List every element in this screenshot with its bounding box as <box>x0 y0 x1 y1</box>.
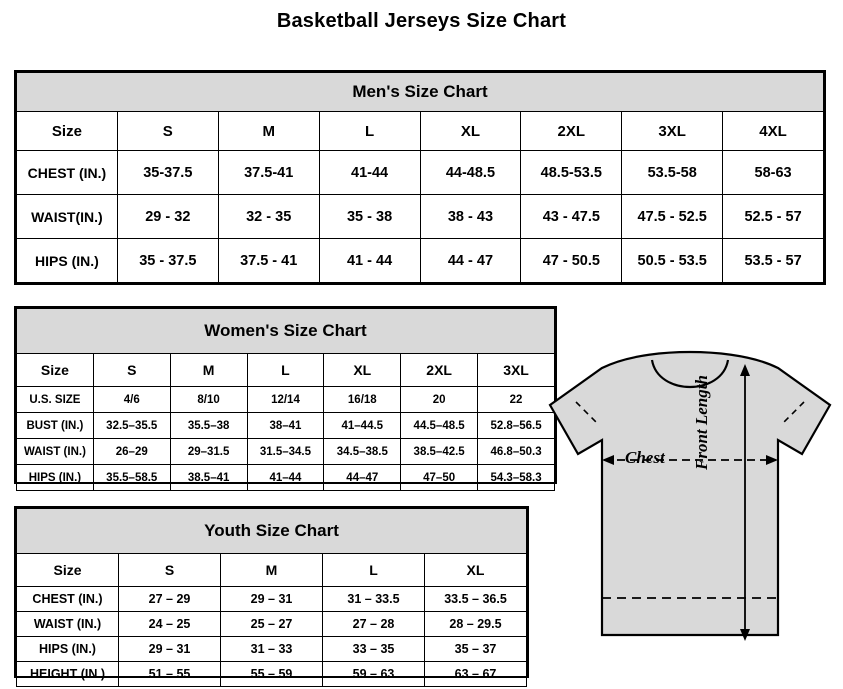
mens-chart-caption: Men's Size Chart <box>17 73 824 112</box>
cell: 37.5 - 41 <box>218 239 319 283</box>
cell: 31.5–34.5 <box>247 439 324 465</box>
cell: 28 – 29.5 <box>425 612 527 637</box>
cell: 46.8–50.3 <box>478 439 555 465</box>
row-label-hips: HIPS (IN.) <box>17 239 118 283</box>
cell: 31 – 33 <box>221 637 323 662</box>
youth-size-table <box>16 508 527 687</box>
row-label-chest: CHEST (IN.) <box>17 151 118 195</box>
cell: 54.3–58.3 <box>478 465 555 491</box>
cell: 33.5 – 36.5 <box>425 587 527 612</box>
column-header-l: L <box>247 354 324 387</box>
cell: 34.5–38.5 <box>324 439 401 465</box>
column-header-size: Size <box>17 112 118 151</box>
column-header-2xl: 2XL <box>401 354 478 387</box>
cell: 35.5–58.5 <box>93 465 170 491</box>
cell: 16/18 <box>324 387 401 413</box>
mens-size-chart <box>14 70 826 285</box>
table-row <box>17 195 824 239</box>
cell: 63 – 67 <box>425 662 527 687</box>
mens-size-table <box>16 72 824 283</box>
cell: 44–47 <box>324 465 401 491</box>
cell: 50.5 - 53.5 <box>622 239 723 283</box>
cell: 27 – 28 <box>323 612 425 637</box>
table-row <box>17 612 527 637</box>
cell: 53.5-58 <box>622 151 723 195</box>
row-label-hips: HIPS (IN.) <box>17 637 119 662</box>
column-header-2xl: 2XL <box>521 112 622 151</box>
table-caption-row <box>17 509 527 554</box>
cell: 27 – 29 <box>119 587 221 612</box>
column-header-m: M <box>170 354 247 387</box>
table-row <box>17 662 527 687</box>
cell: 38–41 <box>247 413 324 439</box>
table-row <box>17 465 555 491</box>
table-row <box>17 587 527 612</box>
cell: 53.5 - 57 <box>723 239 824 283</box>
womens-chart-caption: Women's Size Chart <box>17 309 555 354</box>
table-row <box>17 439 555 465</box>
column-header-xl: XL <box>420 112 521 151</box>
jersey-outline <box>550 352 830 635</box>
cell: 38.5–42.5 <box>401 439 478 465</box>
cell: 48.5-53.5 <box>521 151 622 195</box>
cell: 29 – 31 <box>119 637 221 662</box>
cell: 29–31.5 <box>170 439 247 465</box>
cell: 55 – 59 <box>221 662 323 687</box>
front-length-dimension-label: Front Length <box>692 375 711 470</box>
cell: 31 – 33.5 <box>323 587 425 612</box>
column-header-s: S <box>93 354 170 387</box>
column-header-size: Size <box>17 354 94 387</box>
table-header-row <box>17 354 555 387</box>
cell: 43 - 47.5 <box>521 195 622 239</box>
table-row <box>17 637 527 662</box>
cell: 44-48.5 <box>420 151 521 195</box>
table-row <box>17 387 555 413</box>
column-header-l: L <box>323 554 425 587</box>
cell: 51 – 55 <box>119 662 221 687</box>
row-label-height: HEIGHT (IN.) <box>17 662 119 687</box>
cell: 38 - 43 <box>420 195 521 239</box>
womens-size-chart <box>14 306 557 484</box>
row-label-us-size: U.S. SIZE <box>17 387 94 413</box>
row-label-waist: WAIST (IN.) <box>17 612 119 637</box>
column-header-xl: XL <box>425 554 527 587</box>
cell: 33 – 35 <box>323 637 425 662</box>
column-header-s: S <box>117 112 218 151</box>
cell: 22 <box>478 387 555 413</box>
womens-size-table <box>16 308 555 491</box>
jersey-measurement-diagram <box>540 350 840 680</box>
cell: 35 – 37 <box>425 637 527 662</box>
table-caption-row <box>17 73 824 112</box>
cell: 38.5–41 <box>170 465 247 491</box>
row-label-waist: WAIST(IN.) <box>17 195 118 239</box>
column-header-3xl: 3XL <box>478 354 555 387</box>
table-row <box>17 239 824 283</box>
cell: 59 – 63 <box>323 662 425 687</box>
cell: 44 - 47 <box>420 239 521 283</box>
youth-size-chart <box>14 506 529 681</box>
row-label-hips: HIPS (IN.) <box>17 465 94 491</box>
cell: 32 - 35 <box>218 195 319 239</box>
cell: 41-44 <box>319 151 420 195</box>
cell: 32.5–35.5 <box>93 413 170 439</box>
cell: 44.5–48.5 <box>401 413 478 439</box>
cell: 24 – 25 <box>119 612 221 637</box>
cell: 47 - 50.5 <box>521 239 622 283</box>
youth-chart-caption: Youth Size Chart <box>17 509 527 554</box>
table-header-row <box>17 554 527 587</box>
column-header-xl: XL <box>324 354 401 387</box>
column-header-4xl: 4XL <box>723 112 824 151</box>
cell: 4/6 <box>93 387 170 413</box>
page-title: Basketball Jerseys Size Chart <box>276 10 567 32</box>
column-header-m: M <box>218 112 319 151</box>
cell: 35-37.5 <box>117 151 218 195</box>
jersey-illustration <box>540 350 840 680</box>
cell: 52.5 - 57 <box>723 195 824 239</box>
chest-dimension-label: Chest <box>625 448 665 467</box>
column-header-s: S <box>119 554 221 587</box>
cell: 26–29 <box>93 439 170 465</box>
cell: 35 - 38 <box>319 195 420 239</box>
column-header-size: Size <box>17 554 119 587</box>
column-header-l: L <box>319 112 420 151</box>
cell: 12/14 <box>247 387 324 413</box>
cell: 47–50 <box>401 465 478 491</box>
cell: 8/10 <box>170 387 247 413</box>
column-header-3xl: 3XL <box>622 112 723 151</box>
row-label-chest: CHEST (IN.) <box>17 587 119 612</box>
cell: 47.5 - 52.5 <box>622 195 723 239</box>
column-header-m: M <box>221 554 323 587</box>
table-row <box>17 151 824 195</box>
table-row <box>17 413 555 439</box>
cell: 25 – 27 <box>221 612 323 637</box>
cell: 35.5–38 <box>170 413 247 439</box>
cell: 41–44.5 <box>324 413 401 439</box>
cell: 52.8–56.5 <box>478 413 555 439</box>
row-label-bust: BUST (IN.) <box>17 413 94 439</box>
cell: 58-63 <box>723 151 824 195</box>
table-header-row <box>17 112 824 151</box>
row-label-waist: WAIST (IN.) <box>17 439 94 465</box>
cell: 41–44 <box>247 465 324 491</box>
cell: 41 - 44 <box>319 239 420 283</box>
table-caption-row <box>17 309 555 354</box>
cell: 37.5-41 <box>218 151 319 195</box>
cell: 20 <box>401 387 478 413</box>
cell: 35 - 37.5 <box>117 239 218 283</box>
cell: 29 - 32 <box>117 195 218 239</box>
cell: 29 – 31 <box>221 587 323 612</box>
